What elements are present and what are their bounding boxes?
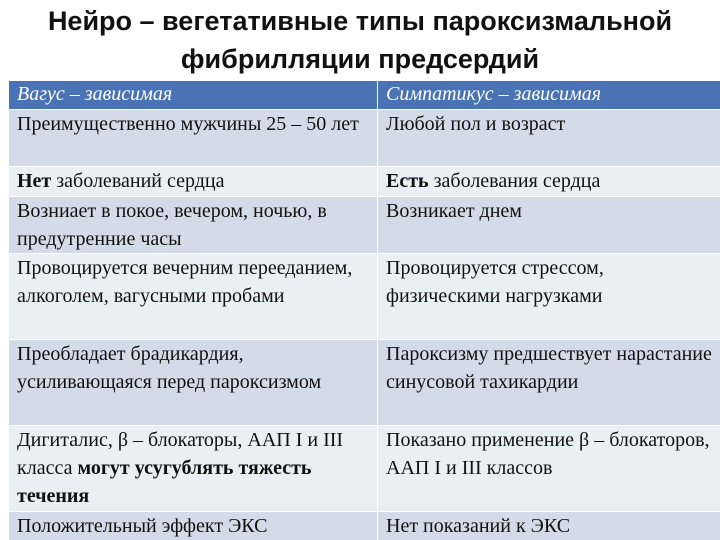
cell-right: Пароксизму предшествует нарастание синусовой тахикардии: [378, 340, 720, 426]
table-row: [9, 254, 720, 340]
cell-left-text: Дигиталис, β – блокаторы, ААП I и III класса: [17, 429, 344, 479]
cell-right: Нет показаний к ЭКС: [378, 512, 720, 540]
cell-right: Возникает днем: [378, 197, 720, 254]
table-header-row: [9, 81, 720, 110]
cell-left: Преобладает брадикардия, усиливающаяся перед пароксизмом: [9, 340, 378, 426]
table-row: [9, 512, 720, 540]
header-sympathicus: Симпатикус – зависимая: [378, 81, 720, 110]
cell-left: Преимущественно мужчины 25 – 50 лет: [9, 110, 378, 167]
title-line-1: Нейро – вегетативные типы пароксизмальной: [47, 6, 673, 36]
table-row: [9, 426, 720, 512]
cell-left: Провоцируется вечерним перееданием, алкоголем, вагусными пробами: [9, 254, 378, 340]
title-line-2: фибрилляции предсердий: [180, 44, 540, 74]
cell-left: Положительный эффект ЭКС: [9, 512, 378, 540]
cell-right-rest: заболевания сердца: [428, 170, 601, 192]
table-row: [9, 197, 720, 254]
cell-right: Любой пол и возраст: [378, 110, 720, 167]
header-vagus: Вагус – зависимая: [9, 81, 378, 110]
slide-title: [0, 0, 720, 80]
cell-left: [9, 167, 378, 197]
table-row: [9, 110, 720, 167]
cell-right: Провоцируется стрессом, физическими нагрузками: [378, 254, 720, 340]
table-row: [9, 167, 720, 197]
cell-left: Возниает в покое, вечером, ночью, в предутренние часы: [9, 197, 378, 254]
table-row: [9, 340, 720, 426]
comparison-table: [8, 80, 720, 540]
cell-right-bold: Есть: [386, 170, 429, 192]
cell-right: Показано применение β – блокаторов, ААП I и III классов: [378, 426, 720, 512]
cell-right: [378, 167, 720, 197]
cell-left-bold: могут усугублять тяжесть течения: [17, 457, 312, 507]
cell-left-rest: заболеваний сердца: [51, 170, 225, 192]
cell-left-bold: Нет: [17, 170, 52, 192]
cell-left: [9, 426, 378, 512]
